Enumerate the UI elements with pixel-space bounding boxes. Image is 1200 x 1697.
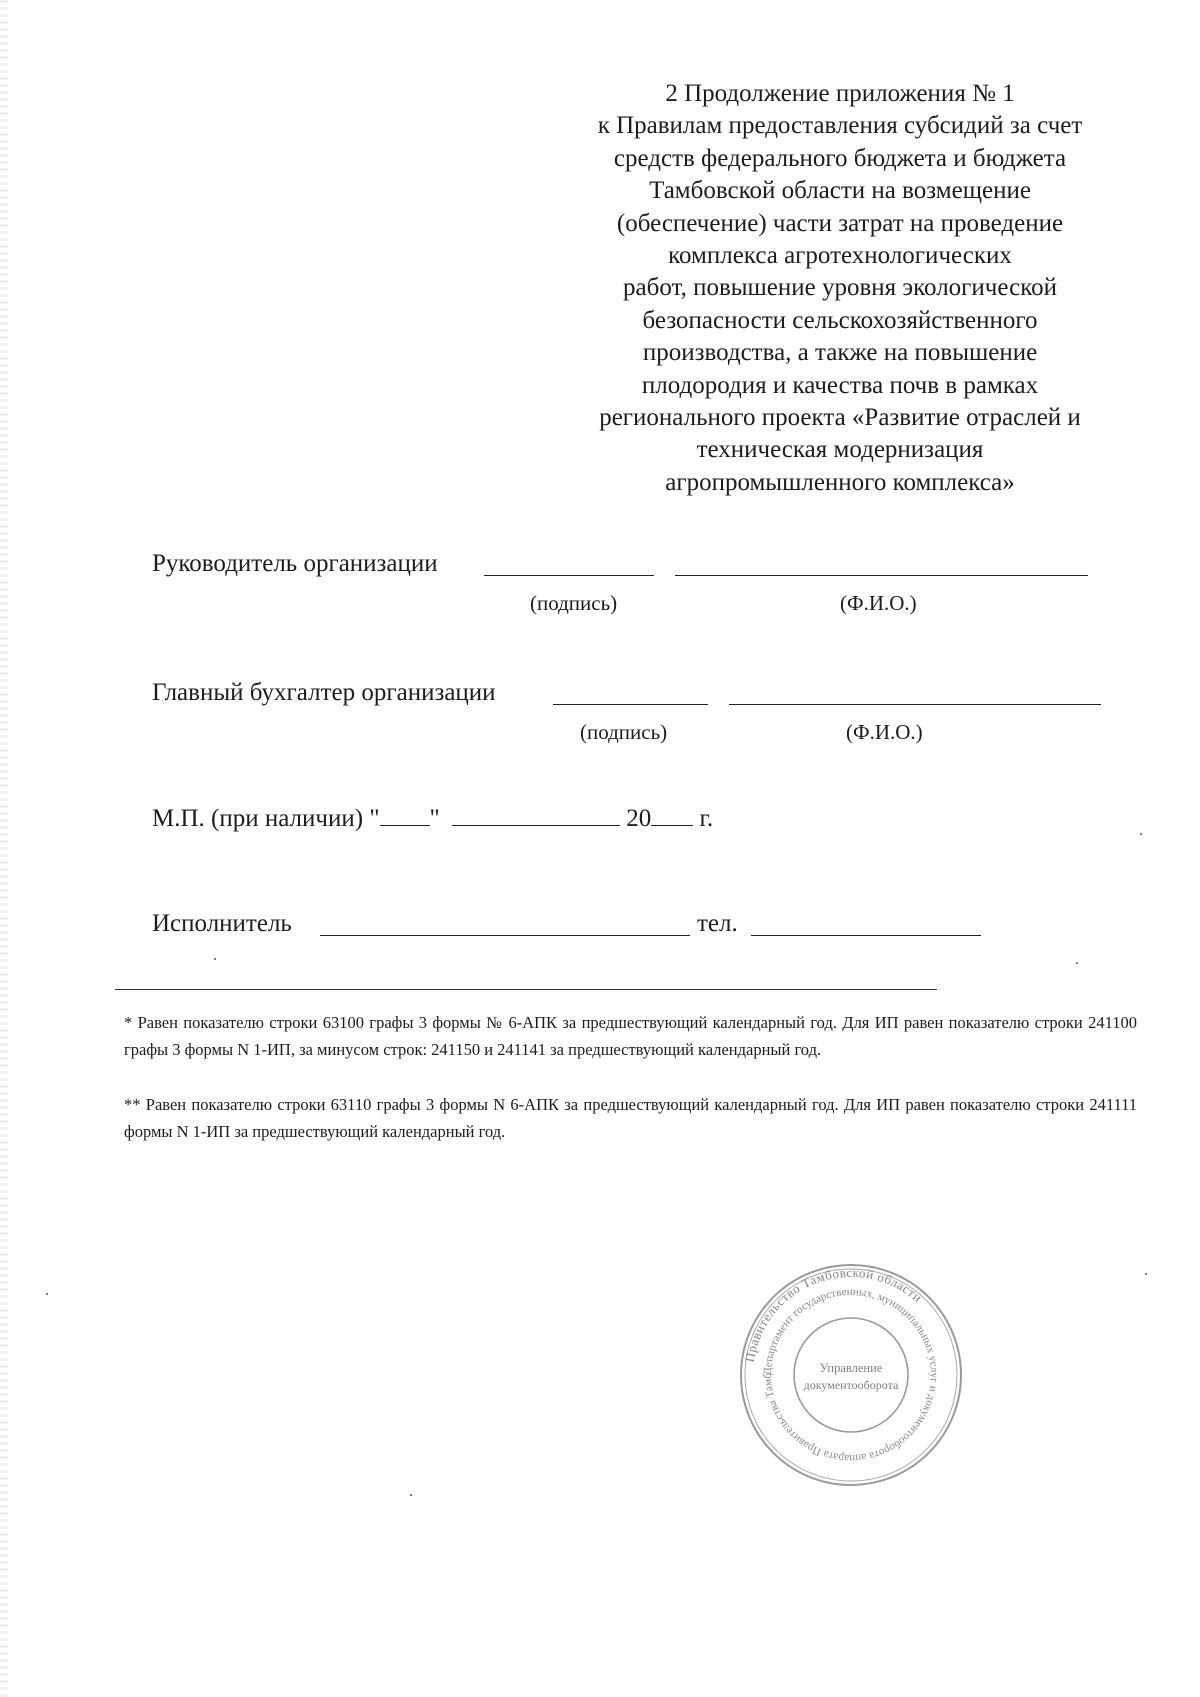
header-line: агропромышленного комплекса» <box>665 468 1015 496</box>
header-line: 2 Продолжение приложения № 1 <box>665 80 1015 107</box>
head-signature-label: Руководитель организации <box>152 550 438 577</box>
scan-speck <box>1145 1273 1147 1275</box>
header-line: Тамбовской области на возмещение <box>649 177 1031 205</box>
scan-speck <box>46 1293 48 1295</box>
phone-field[interactable] <box>751 935 981 936</box>
accountant-name-caption: (Ф.И.О.) <box>846 720 923 744</box>
header-line: безопасности сельскохозяйственного <box>642 306 1038 334</box>
stamp-center-line: документооборота <box>803 1378 899 1392</box>
header-line: плодородия и качества почв в рамках <box>641 371 1039 399</box>
scan-speck <box>214 958 216 960</box>
header-line: техническая модернизация <box>696 436 984 464</box>
header-line: средств федерального бюджета и бюджета <box>613 144 1067 172</box>
stamp-graphic <box>738 1262 964 1488</box>
executor-label: Исполнитель <box>152 910 292 937</box>
seal-label: М.П. (при наличии) " <box>152 805 380 832</box>
footnote-2: ** Равен показателю строки 63110 графы 3 формы N 6-АПК за предшествующий календарный год. Для ИП равен показателю строки 241111 формы N 1-ИП за предшествующий календарный год. <box>124 1095 1137 1141</box>
header-line: к Правилам предоставления субсидий за счет <box>597 112 1083 140</box>
stamp-outer-text: Правительство Тамбовской области <box>741 1264 926 1364</box>
year-field[interactable] <box>651 803 693 826</box>
official-stamp <box>738 1262 964 1488</box>
executor-field[interactable] <box>320 935 690 936</box>
scan-speck <box>410 1494 412 1496</box>
appendix-header <box>540 78 1140 499</box>
header-line: работ, повышение уровня экологической <box>623 274 1057 302</box>
footnote-separator <box>115 989 937 990</box>
month-field[interactable] <box>452 803 620 826</box>
header-line: регионального проекта «Развитие отраслей и <box>599 404 1081 432</box>
accountant-signature-field[interactable] <box>553 704 708 705</box>
footnote-1: * Равен показателю строки 63100 графы 3 формы № 6-АПК за предшествующий календарный год. Для ИП равен показателю строки 241100 графы 3 формы N 1-ИП, за минусом строк: 241150 и 241141 за предшествующий календарный год. <box>124 1013 1137 1059</box>
head-signature-caption: (подпись) <box>530 591 618 615</box>
accountant-signature-label: Главный бухгалтер организации <box>152 679 496 706</box>
day-field[interactable] <box>380 803 430 826</box>
scan-speck <box>1076 962 1078 964</box>
accountant-signature-caption: (подпись) <box>580 720 668 744</box>
head-signature-field[interactable] <box>484 575 654 576</box>
year-prefix: 20 <box>626 805 652 832</box>
quote-close: " <box>429 805 440 832</box>
scan-edge-artifact <box>0 0 8 1697</box>
header-line: комплекса агротехнологических <box>668 242 1012 270</box>
stamp-center-line: Управление <box>819 1361 883 1375</box>
head-name-caption: (Ф.И.О.) <box>840 591 917 615</box>
seal-date-line <box>152 803 713 833</box>
year-suffix: г. <box>699 805 714 832</box>
stamp-inner-text: Департамент государственных, муниципальных услуг и документооборота аппарата Правительства Тамб <box>761 1285 941 1465</box>
phone-label: тел. <box>697 910 738 937</box>
head-name-field[interactable] <box>675 575 1088 576</box>
scan-speck <box>1140 833 1142 835</box>
accountant-name-field[interactable] <box>729 704 1101 705</box>
header-line: (обеспечение) части затрат на проведение <box>616 209 1064 237</box>
header-line: производства, а также на повышение <box>642 339 1038 367</box>
